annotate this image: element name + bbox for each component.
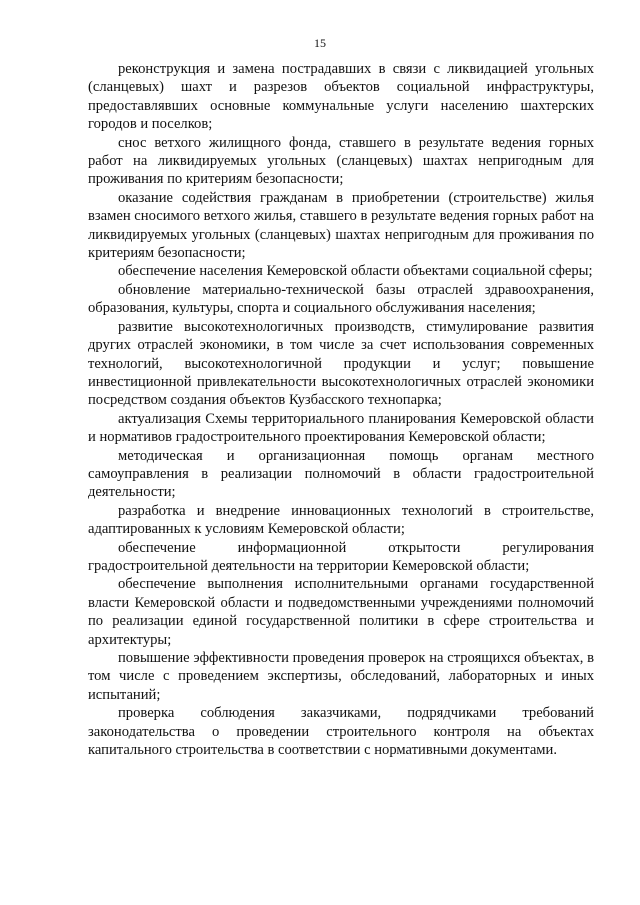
- paragraph: реконструкция и замена пострадавших в связи с ликвидацией угольных (сланцевых) шахт и разрезов объектов социальной инфраструктуры, предоставлявших основные коммунальные услуги населению шахтерских городов и поселков;: [88, 61, 594, 133]
- paragraph: снос ветхого жилищного фонда, ставшего в результате ведения горных работ на ликвидируемых угольных (сланцевых) шахтах непригодным для проживания по критериям безопасности;: [88, 134, 594, 188]
- paragraph: повышение эффективности проведения проверок на строящихся объектах, в том числе с проведением экспертизы, обследований, лабораторных и иных испытаний;: [88, 650, 594, 703]
- paragraph: проверка соблюдения заказчиками, подрядчиками требований законодательства о проведении строительного контроля на объектах капитального строительства в соответствии с нормативными документами.: [88, 705, 594, 759]
- document-body: [88, 60, 594, 759]
- paragraph: актуализация Схемы территориального планирования Кемеровской области и нормативов градостроительного проектирования Кемеровской области;: [88, 410, 594, 446]
- paragraph: обеспечение информационной открытости регулирования градостроительной деятельности на территории Кемеровской области;: [88, 539, 594, 574]
- paragraph: развитие высокотехнологичных производств, стимулирование развития других отраслей экономики, в том числе за счет использования современных технологий, высокотехнологичной продукции и услуг; повышение инвестиционной привлекательности высокотехнологичных отраслей экономики посредством создания объектов Кузбасского технопарка;: [88, 318, 594, 409]
- paragraph: методическая и организационная помощь органам местного самоуправления в реализации полномочий в области градостроительной деятельности;: [88, 447, 594, 501]
- paragraph: разработка и внедрение инновационных технологий в строительстве, адаптированных к условиям Кемеровской области;: [88, 502, 594, 538]
- paragraph: оказание содействия гражданам в приобретении (строительстве) жилья взамен сносимого ветхого жилья, ставшего в результате ведения горных работ на ликвидируемых угольных (сланцевых) шахтах непригодным для проживания по критериям безопасности;: [88, 189, 594, 262]
- page-number: 15: [314, 36, 326, 50]
- paragraph: обеспечение выполнения исполнительными органами государственной власти Кемеровской области и подведомственными учреждениями полномочий по реализации единой государственной политики в сфере строительства и архитектуры;: [88, 576, 594, 648]
- paragraph: обновление материально-технической базы отраслей здравоохранения, образования, культуры, спорта и социального обслуживания населения;: [88, 281, 594, 317]
- paragraph: обеспечение населения Кемеровской области объектами социальной сферы;: [118, 263, 593, 280]
